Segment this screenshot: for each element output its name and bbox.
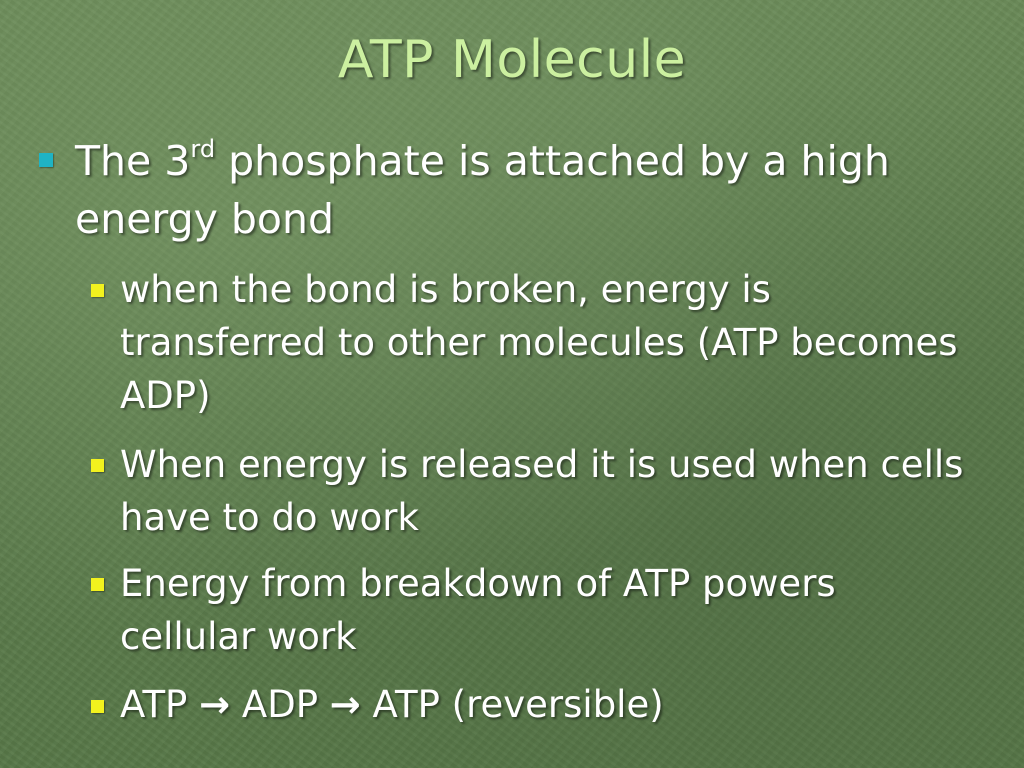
level2-bullet-marker xyxy=(91,459,104,472)
level2-bullet-marker xyxy=(91,700,104,713)
slide-title: ATP Molecule xyxy=(337,30,687,90)
bullet-text-end: phosphate is attached by a high energy bond xyxy=(75,137,890,243)
right-arrow-icon: → xyxy=(329,683,361,726)
ordinal-superscript: rd xyxy=(190,135,216,163)
right-arrow-icon: → xyxy=(199,683,231,726)
atp-reversible-label: ATP (reversible) xyxy=(360,683,664,726)
atp-label: ATP xyxy=(120,683,200,726)
sub-bullet-text-reversible xyxy=(120,678,970,731)
level1-bullet-text xyxy=(75,132,995,248)
level2-bullet-marker xyxy=(91,284,104,297)
level1-bullet-marker xyxy=(39,153,53,167)
sub-bullet-text: Energy from breakdown of ATP powers cellular work xyxy=(120,562,836,658)
level2-bullet-marker xyxy=(91,578,104,591)
sub-bullet-text: when the bond is broken, energy is transferred to other molecules (ATP becomes ADP) xyxy=(120,268,958,417)
sub-bullet-text: When energy is released it is used when cells have to do work xyxy=(120,443,964,539)
adp-label: ADP xyxy=(230,683,330,726)
bullet-text-start: The 3 xyxy=(75,137,191,185)
